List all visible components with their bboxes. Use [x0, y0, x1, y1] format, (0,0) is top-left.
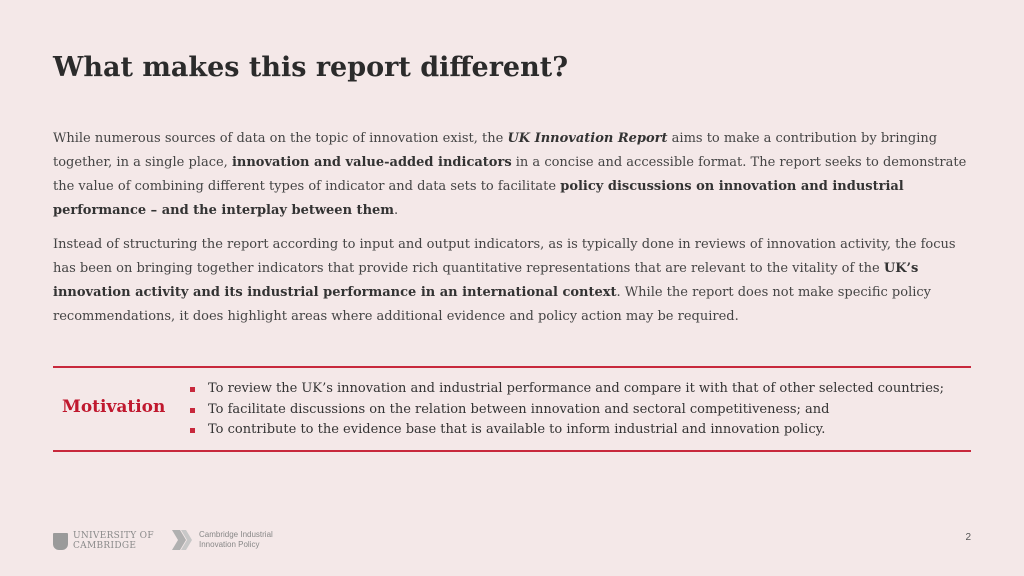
cambridge-logo-line2: CAMBRIDGE [73, 541, 137, 551]
paragraph-intro-text-3: in a concise and accessible format. The report seeks to demonstrate the value of combining different types of indicator and data sets to facilitate [53, 155, 967, 194]
bullet-square-icon [190, 408, 195, 413]
paragraph-approach [53, 233, 973, 329]
motivation-bullet-list [190, 379, 944, 441]
paragraph-intro-text-1: While numerous sources of data on the topic of innovation exist, the [53, 131, 508, 146]
bullet-square-icon [190, 428, 195, 433]
university-crest-icon [53, 533, 68, 550]
cambridge-logo-text [73, 531, 154, 551]
indicators-emphasis: innovation and value-added indicators [231, 155, 512, 170]
chevron-logo-icon [172, 530, 194, 550]
motivation-bullet-text: To review the UK’s innovation and industrial performance and compare it with that of other selected countries; [208, 381, 944, 396]
ciip-logo-line1: Cambridge Industrial [199, 530, 273, 539]
motivation-bullet-item [190, 379, 944, 400]
motivation-bullet-item [190, 400, 944, 421]
paragraph-approach-text-1: Instead of structuring the report according to input and output indicators, as is typically done in reviews of innovation activity, the focus has been on bringing together indicators that provide rich quantitative representations that are relevant to the vitality of the [53, 237, 956, 276]
ciip-logo-text [199, 530, 273, 550]
report-name-emphasis: UK Innovation Report [507, 131, 668, 146]
paragraph-intro-text-4: . [394, 203, 399, 218]
cambridge-logo [53, 531, 154, 551]
cambridge-logo-line1: UNIVERSITY OF [73, 531, 154, 541]
motivation-bullet-text: To facilitate discussions on the relation between innovation and sectoral competitiveness; and [208, 401, 830, 417]
bullet-square-icon [190, 387, 195, 392]
motivation-bottom-divider [53, 450, 971, 452]
slide-title: What makes this report different? [53, 52, 569, 83]
motivation-label: Motivation [62, 397, 166, 417]
policy-discussions-emphasis: policy discussions on innovation and industrial performance – and the interplay between them [53, 179, 904, 218]
paragraph-approach-text-2: . While the report does not make specific policy recommendations, it does highlight areas where additional evidence and policy action may be required. [53, 285, 932, 324]
ciip-logo [172, 530, 273, 550]
uk-innovation-emphasis: UK’s innovation activity and its industrial performance in an international context [53, 261, 919, 300]
motivation-bullet-text: To contribute to the evidence base that is available to inform industrial and innovation policy. [208, 422, 826, 437]
paragraph-intro-text-2: aims to make a contribution by bringing together, in a single place, [53, 131, 938, 170]
paragraph-intro [53, 127, 973, 223]
motivation-top-divider [53, 366, 971, 368]
motivation-bullet-item [190, 420, 944, 441]
page-number: 2 [965, 532, 971, 543]
ciip-logo-line2: Innovation Policy [199, 540, 260, 549]
